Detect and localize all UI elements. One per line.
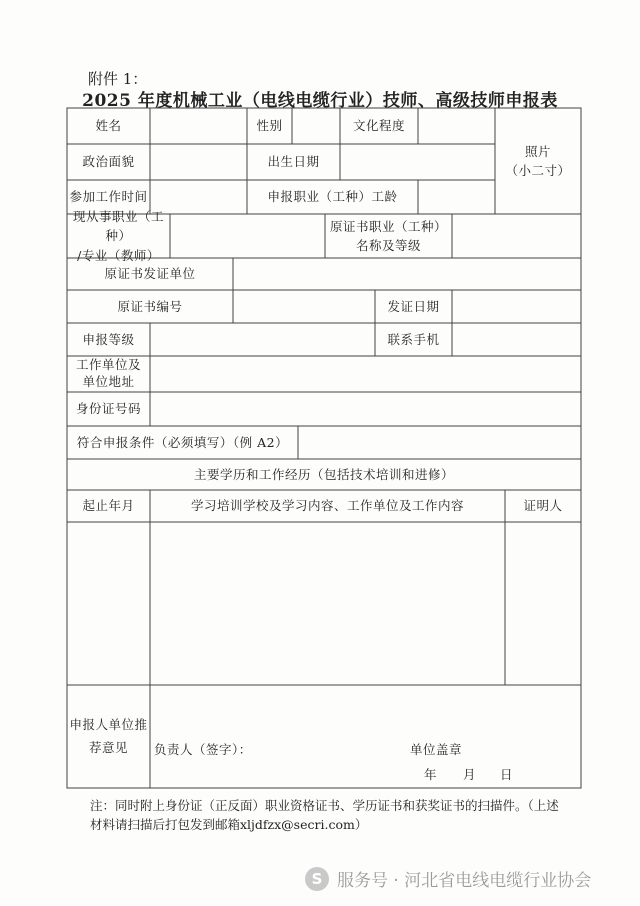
year-label: 年	[424, 767, 438, 782]
gender-field[interactable]	[292, 108, 340, 144]
employer-label-line1: 工作单位及	[75, 357, 141, 373]
current-job-label-line1: 现从事职业（工种）	[72, 208, 164, 244]
political-label: 政治面貌	[82, 154, 135, 170]
account-logo-icon: S	[305, 867, 329, 891]
apply-seniority-label: 申报职业（工种）工龄	[267, 189, 398, 205]
month-label: 月	[463, 767, 477, 782]
conditions-field[interactable]	[298, 426, 581, 459]
photo-box[interactable]	[495, 108, 581, 214]
apply-level-field[interactable]	[150, 323, 375, 356]
day-label: 日	[500, 767, 514, 782]
period-column-header: 起止年月	[82, 498, 135, 514]
employer-label-line2: 单位地址	[82, 374, 135, 389]
orig-cert-job-label	[325, 214, 452, 258]
recommend-label-line2: 荐意见	[88, 739, 128, 755]
orig-cert-job-label-line2: 名称及等级	[355, 238, 421, 253]
watermark-text: 服务号 · 河北省电线电缆行业协会	[337, 871, 592, 891]
political-field[interactable]	[150, 144, 247, 180]
watermark-footer	[305, 866, 591, 891]
recommend-label-line1: 申报人单位推	[69, 717, 148, 732]
witness-entry-area[interactable]	[505, 522, 581, 685]
gender-label: 性别	[256, 118, 283, 134]
history-header: 主要学历和工作经历（包括技术培训和进修）	[193, 466, 454, 482]
mobile-label: 联系手机	[387, 331, 440, 347]
current-job-field[interactable]	[170, 214, 325, 258]
name-field[interactable]	[150, 108, 247, 144]
name-label: 姓名	[95, 118, 122, 134]
orig-cert-issuer-field[interactable]	[233, 258, 581, 290]
current-job-label	[67, 208, 170, 263]
apply-level-label: 申报等级	[82, 331, 135, 347]
recommend-label	[67, 685, 150, 788]
content-column-header: 学习培训学校及学习内容、工作单位及工作内容	[190, 498, 464, 514]
id-field[interactable]	[150, 392, 581, 426]
issue-date-field[interactable]	[452, 290, 581, 323]
issue-date-label: 发证日期	[387, 298, 440, 314]
content-entry-area[interactable]	[150, 522, 505, 685]
orig-cert-no-field[interactable]	[233, 290, 375, 323]
conditions-label: 符合申报条件（必须填写）（例 A2）	[76, 434, 289, 450]
mobile-field[interactable]	[452, 323, 581, 356]
apply-seniority-field[interactable]	[418, 180, 495, 214]
employer-field[interactable]	[150, 356, 581, 392]
form-title: 2025 年度机械工业（电线电缆行业）技师、高级技师申报表	[82, 91, 558, 111]
recommend-field[interactable]	[150, 685, 581, 788]
employer-label	[67, 356, 150, 392]
id-label: 身份证号码	[75, 401, 141, 417]
form-note: 注：同时附上身份证（正反面）职业资格证书、学历证书和获奖证书的扫描件。（上述材料请扫描后打包发到邮箱xljdfzx@secri.com）	[90, 798, 559, 832]
witness-column-header: 证明人	[523, 498, 563, 514]
education-label: 文化程度	[352, 118, 405, 134]
responsible-signature-label: 负责人（签字）：	[154, 742, 252, 757]
photo-label: 照片	[524, 143, 551, 159]
orig-cert-job-label-line1: 原证书职业（工种）	[329, 218, 447, 234]
orig-cert-issuer-label: 原证书发证单位	[104, 266, 196, 282]
work-start-label: 参加工作时间	[69, 189, 148, 205]
period-entry-area[interactable]	[67, 522, 150, 685]
seal-label: 单位盖章	[410, 742, 463, 757]
birth-field[interactable]	[340, 144, 495, 180]
education-field[interactable]	[418, 108, 495, 144]
birth-label: 出生日期	[267, 154, 320, 170]
attachment-label: 附件 1：	[88, 70, 148, 88]
orig-cert-job-field[interactable]	[452, 214, 581, 258]
orig-cert-no-label: 原证书编号	[117, 298, 183, 314]
photo-size: （小二寸）	[505, 163, 571, 178]
current-job-label-line2: /专业（教师）	[77, 247, 160, 263]
